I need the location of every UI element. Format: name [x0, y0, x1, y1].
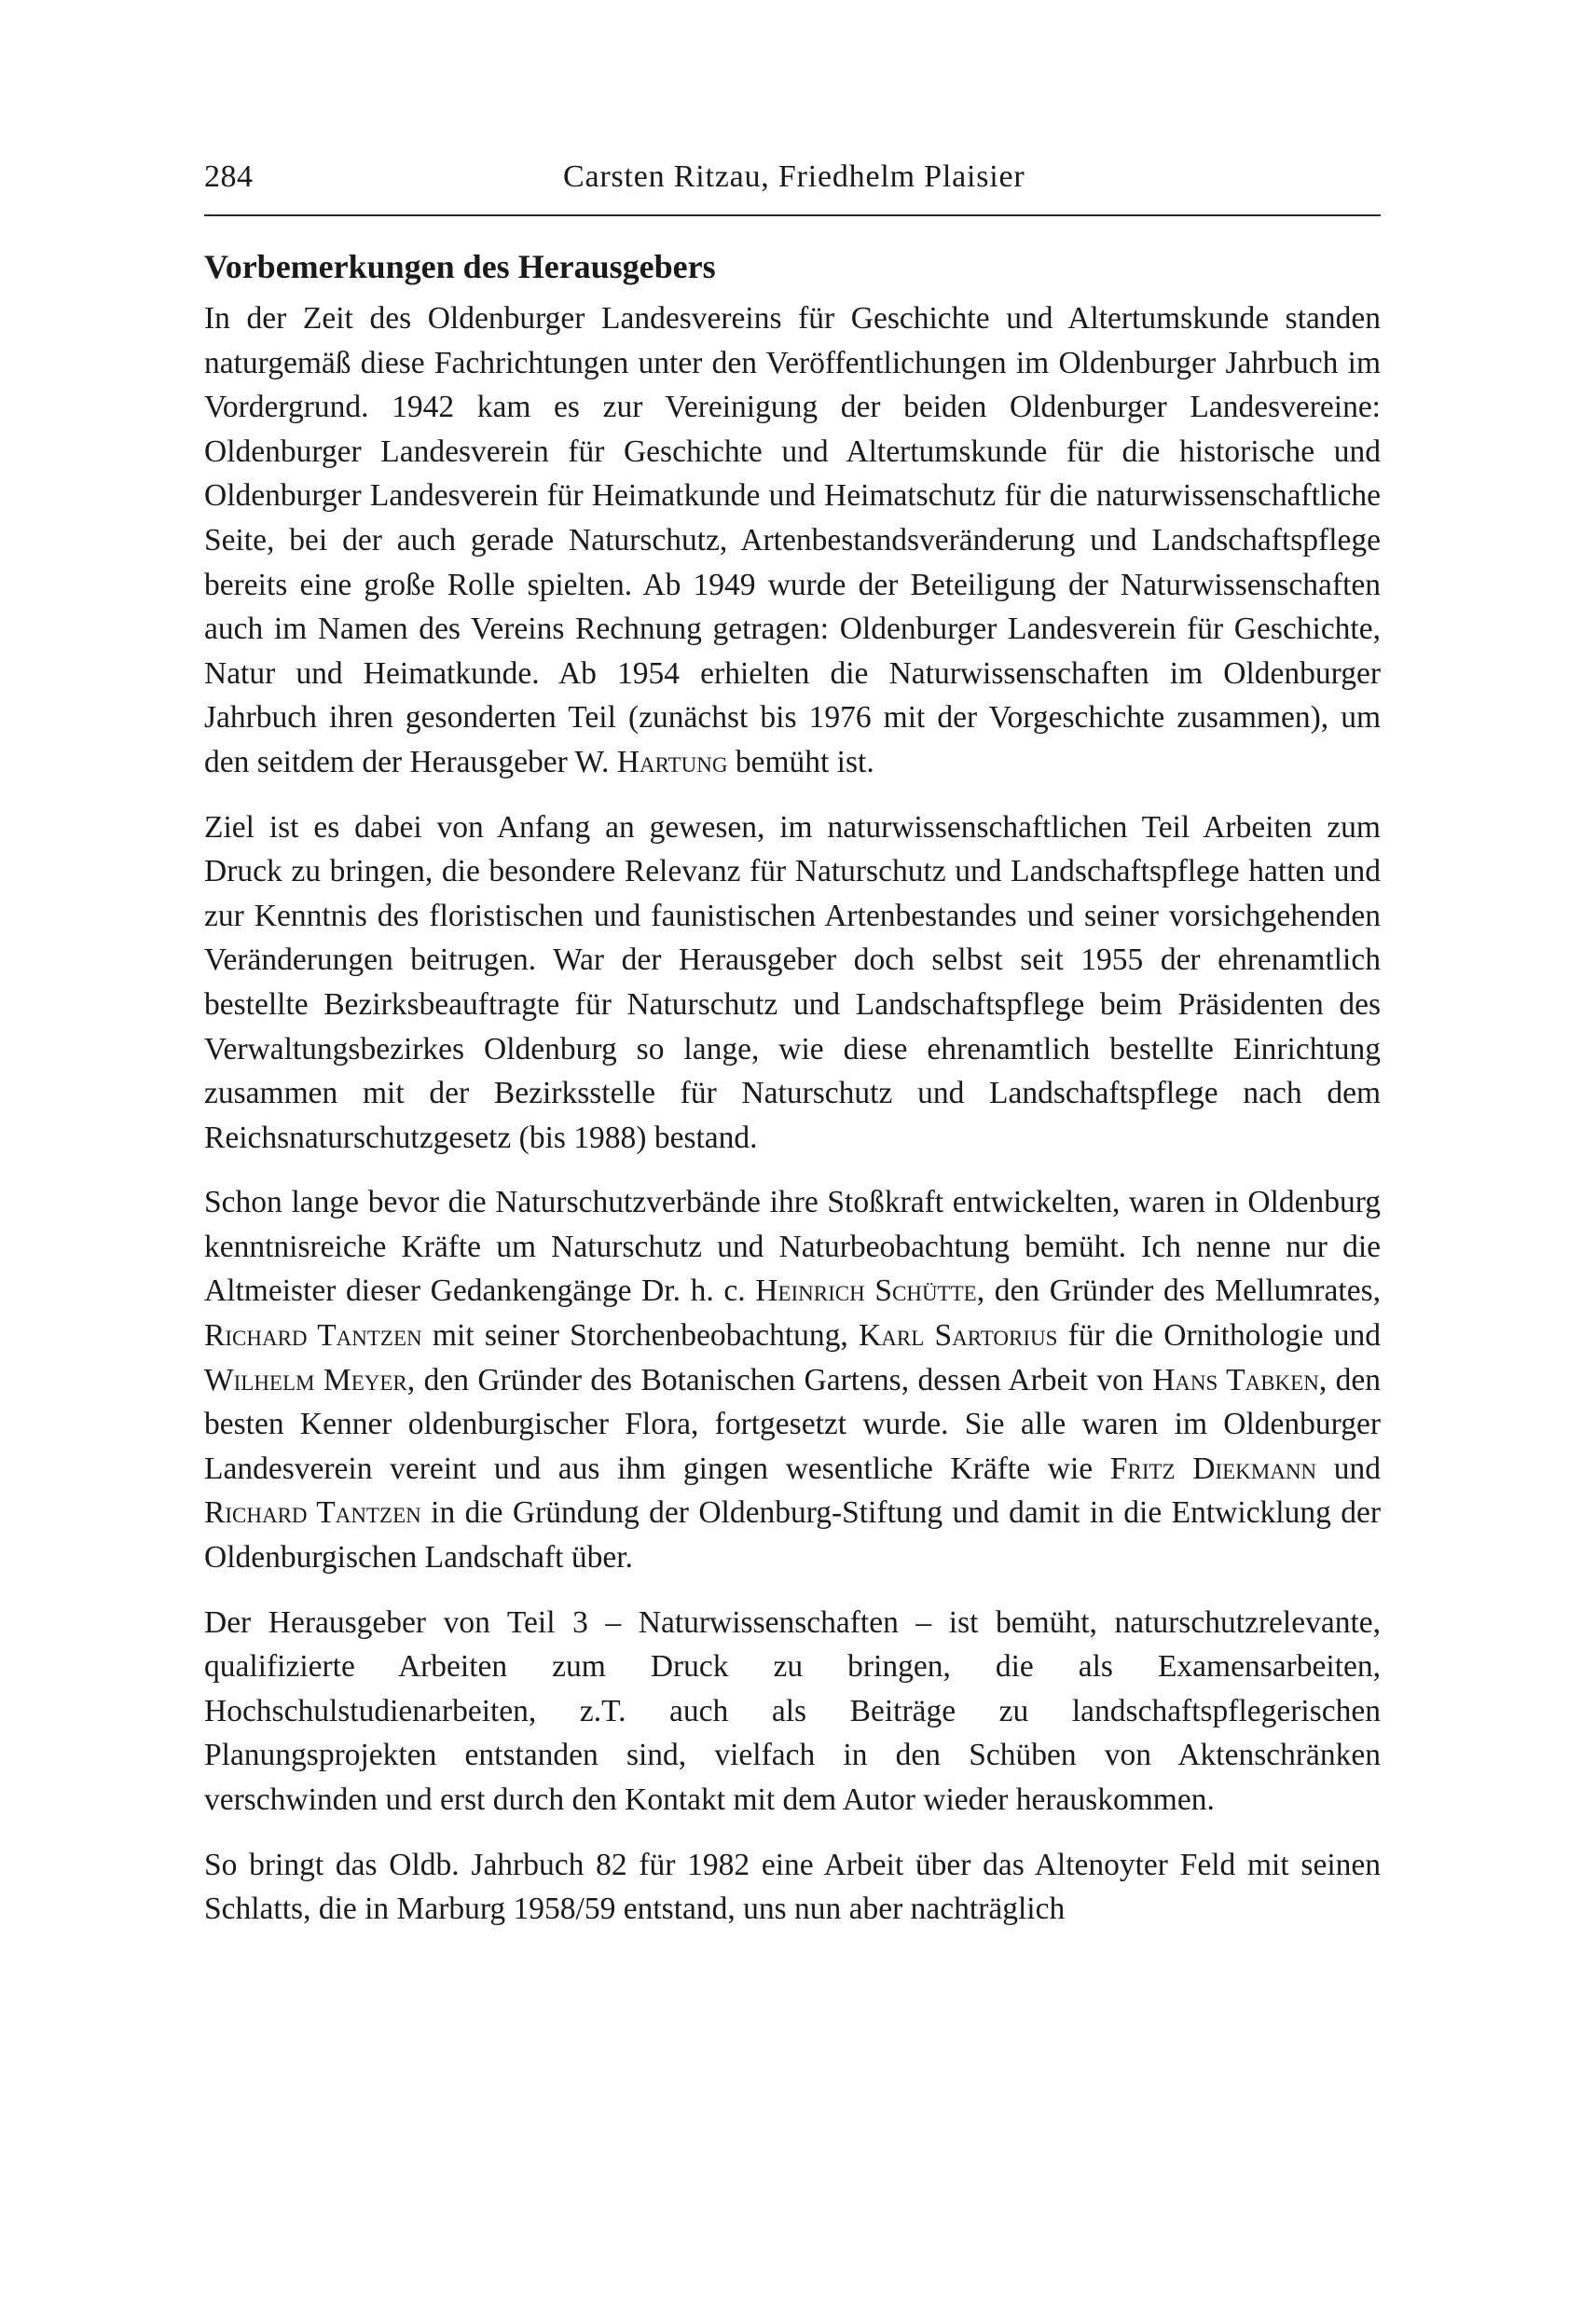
page-number: 284	[204, 159, 254, 194]
paragraph-3-text-e: , den Gründer des Botanischen Gartens, dessen Arbeit von	[406, 1362, 1153, 1397]
paragraph-5: So bringt das Oldb. Jahrbuch 82 für 1982 eine Arbeit über das Altenoyter Feld mit seinen Schlatts, die in Marburg 1958/59 entstand, uns nun aber nachträglich	[204, 1847, 1381, 1927]
paragraph-4: Der Herausgeber von Teil 3 – Naturwissenschaften – ist bemüht, naturschutzrelevante, qualifizierte Arbeiten zum Druck zu bringen, die als Examensarbeiten, Hochschulstudienarbeiten, z.T. auch als Beiträge zu landschaftspflegerischen Planungsprojekten entstanden sind, vielfach in den Schüben von Aktenschränken verschwinden und erst durch den Kontakt mit dem Autor wieder herauskommen.	[204, 1604, 1381, 1817]
paragraph-3-text-a: Schon lange bevor die Naturschutzverbände ihre Stoßkraft entwickelten, waren in Oldenburg kenntnisreiche Kräfte um Naturschutz und Naturbeobachtung bemüht. Ich nenne nur die Altmeister dieser Gedankengänge Dr. h. c.	[204, 1185, 1381, 1309]
person-name-sartorius: Karl Sartorius	[859, 1318, 1058, 1354]
person-name-tantzen: Richard Tantzen	[204, 1318, 422, 1354]
running-head-authors: Carsten Ritzau, Friedhelm Plaisier	[563, 159, 1025, 194]
page-header	[204, 157, 1381, 205]
header-rule	[204, 214, 1381, 216]
paragraph-3-text-g: und	[1316, 1451, 1381, 1486]
paragraph-3-text-d: für die Ornithologie und	[1057, 1318, 1381, 1354]
person-name-hartung: Hartung	[616, 744, 728, 779]
person-name-tantzen-2: Richard Tantzen	[204, 1495, 421, 1531]
person-name-tabken: Hans Tabken	[1152, 1362, 1319, 1397]
paragraph-3-text-b: , den Gründer des Mellumrates,	[976, 1273, 1381, 1309]
paragraph-1	[204, 296, 1381, 785]
paragraph-1-text-a: In der Zeit des Oldenburger Landesvereins für Geschichte und Altertumskunde standen naturgemäß diese Fachrichtungen unter den Veröffentlichungen im Oldenburger Jahrbuch im Vordergrund. 1942 kam es zur Vereinigung der beiden Oldenburger Landesvereine: Oldenburger Landesverein für Geschichte und Altertumskunde für die historische und Oldenburger Landesverein für Heimatkunde und Heimatschutz für die naturwissenschaftliche Seite, bei der auch gerade Naturschutz, Artenbestandsveränderung und Landschaftspflege bereits eine große Rolle spielten. Ab 1949 wurde der Beteiligung der Naturwissenschaften auch im Namen des Vereins Rechnung getragen: Oldenburger Landesverein für Geschichte, Natur und Heimatkunde. Ab 1954 erhielten die Naturwissenschaften im Oldenburger Jahrbuch ihren gesonderten Teil (zunächst bis 1976 mit der Vorgeschichte zusammen), um den seitdem der Herausgeber W.	[204, 301, 1381, 779]
paragraph-2: Ziel ist es dabei von Anfang an gewesen, im naturwissenschaftlichen Teil Arbeiten zum Druck zu bringen, die besondere Relevanz für Naturschutz und Landschaftspflege hatten und zur Kenntnis des floristischen und faunistischen Artenbestandes und seiner vorsichgehenden Veränderungen beitrugen. War der Herausgeber doch selbst seit 1955 der ehrenamtlich bestellte Bezirksbeauftragte für Naturschutz und Landschaftspflege beim Präsidenten des Verwaltungsbezirkes Oldenburg so lange, wie diese ehrenamtlich bestellte Einrichtung zusammen mit der Bezirksstelle für Naturschutz und Landschaftspflege nach dem Reichsnaturschutzgesetz (bis 1988) bestand.	[204, 809, 1381, 1155]
person-name-diekmann: Fritz Diekmann	[1109, 1451, 1317, 1486]
paragraph-3	[204, 1180, 1381, 1579]
section-title: Vorbemerkungen des Herausgebers	[204, 248, 716, 285]
paragraph-1-text-b: bemüht ist.	[727, 744, 874, 779]
body-text	[204, 244, 1381, 1952]
person-name-schuette: Heinrich Schütte	[755, 1273, 977, 1309]
paragraph-3-text-f: , den besten Kenner oldenburgischer Flora, fortgesetzt wurde. Sie alle waren im Oldenburger Landesverein vereint und aus ihm gingen wesentliche Kräfte wie	[204, 1362, 1382, 1486]
person-name-meyer: Wilhelm Meyer	[204, 1362, 407, 1397]
paragraph-3-text-c: mit seiner Storchenbeobachtung,	[421, 1318, 860, 1354]
paragraph-3-text-h: in die Gründung der Oldenburg-Stiftung und damit in die Entwicklung der Oldenburgischen Landschaft über.	[204, 1495, 1381, 1576]
